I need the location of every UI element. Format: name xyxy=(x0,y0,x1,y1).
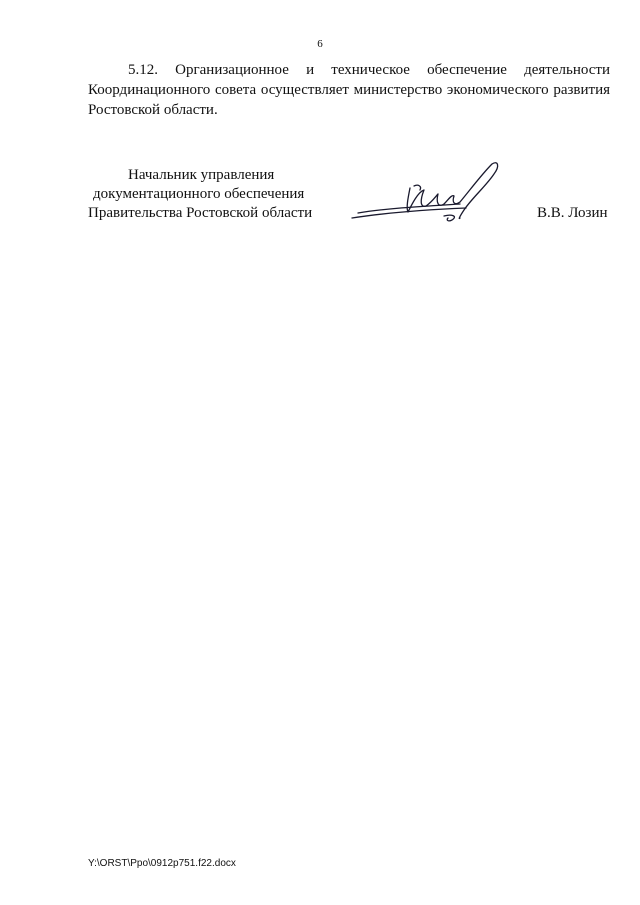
signature-title-line-3: Правительства Ростовской области xyxy=(88,205,313,221)
file-path-footer: Y:\ORST\Ppo\0912p751.f22.docx xyxy=(88,858,236,869)
page-number: 6 xyxy=(317,38,323,50)
signature-title-line-1: Начальник управления xyxy=(128,167,275,183)
signatory-name: В.В. Лозин xyxy=(537,205,608,221)
body-paragraph: 5.12. Организационное и техническое обеспечение деятельности Координационного совета осуществляет министерство экономического развития Ростовской области. xyxy=(88,62,610,118)
signature-title-line-2: документационного обеспечения xyxy=(93,186,305,202)
signature-title-block xyxy=(88,166,312,223)
handwritten-signature-image xyxy=(348,158,508,230)
